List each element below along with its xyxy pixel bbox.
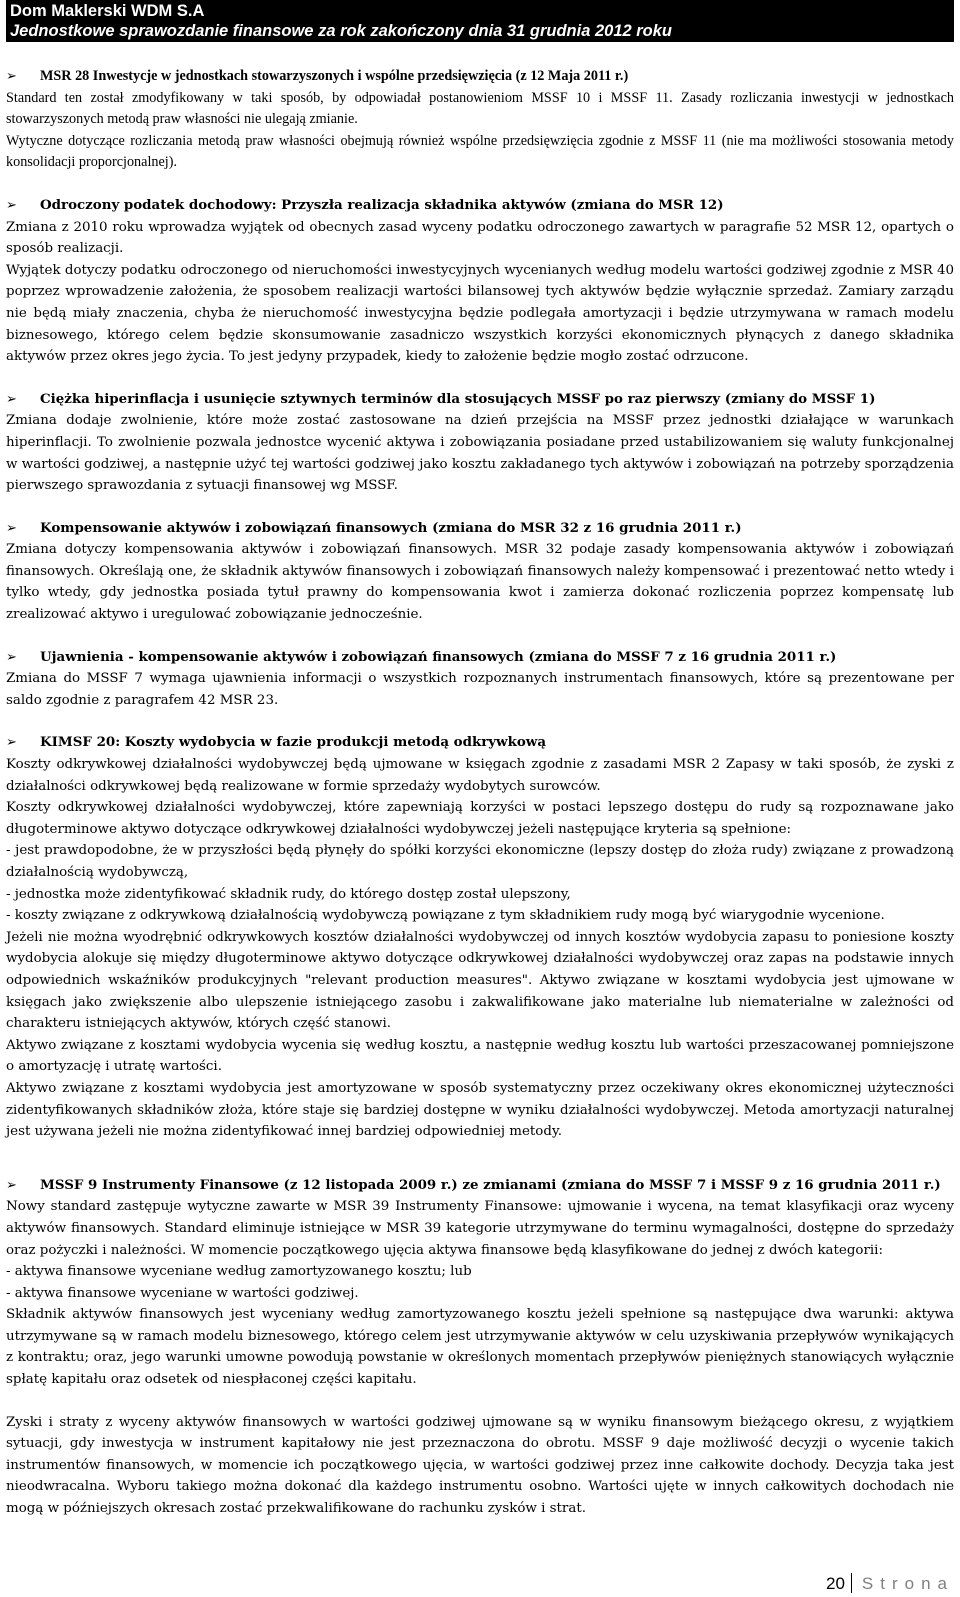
paragraph: Wyjątek dotyczy podatku odroczonego od nieruchomości inwestycyjnych wycenianych według modelu wartości godziwej zgodnie z MSR 40 poprzez wprowadzenie założenia, że sposobem realizacji wartości bilansowej tych aktywów będzie wyłącznie sprzedaż. Zamiary zarządu nie będą miały znaczenia, chyba że nieruchomość inwestycyjna będzie podlegała amortyzacji i będzie utrzymywana w ramach modelu biznesowego, którego celem będzie skonsumowanie zasadniczo wszystkich korzyści ekonomicznych płynących z danego składnika aktywów przez okres jego życia. To jest jedyny przypadek, kiedy to założenie będzie mogło zostać odrzucone. [6,262,954,365]
bullet-arrow-icon: ➢ [6,1177,17,1193]
section-offsetting [6,518,954,626]
paragraph: Zyski i straty z wyceny aktywów finansowych w wartości godziwej ujmowane są w wyniku finansowym bieżącego okresu, z wyjątkiem sytuacji, gdy inwestycja w instrument kapitałowy nie jest przeznaczona do obrotu. MSSF 9 daje możliwość decyzji o wycenie takich instrumentów finansowych, w momencie ich początkowego ujęcia, w wartości godziwej przez inne całkowite dochody. Decyzja taka jest nieodwracalna. Wyboru takiego można dokonać dla każdego instrumentu osobno. Wartości ujęte w innych całkowitych dochodach nie mogą w późniejszych okresach zostać przekwalifikowane do rachunku zysków i strat. [6,1414,954,1517]
company-name: Dom Maklerski WDM S.A [10,2,205,20]
paragraph: Składnik aktywów finansowych jest wyceniany według zamortyzowanego kosztu jeżeli spełnione są następujące dwa warunki: aktywa utrzymywane są w ramach modelu biznesowego, którego celem jest utrzymywanie aktywów w celu uzyskiwania przepływów wynikających z kontraktu; oraz, jego warunki umowne powodują powstanie w określonych momentach przepływów pieniężnych stanowiących wyłącznie spłatę kapitału oraz odsetek od niespłaconej części kapitału. [6,1307,954,1388]
page-number: 20 [825,1574,845,1593]
section-heading-text: Ciężka hiperinflacja i usunięcie sztywnych terminów dla stosujących MSSF po raz pierwszy (zmiany do MSSF 1) [40,390,876,407]
spacer [6,711,954,732]
section-msr28 [6,66,954,174]
section-heading [6,647,954,669]
bullet-arrow-icon: ➢ [6,69,17,84]
bullet-arrow-icon: ➢ [6,520,17,536]
paragraph: Standard ten został zmodyfikowany w taki sposób, by odpowiadał postanowieniom MSSF 10 i MSSF 11. Zasady rozliczania inwestycji w jednostkach stowarzyszonych metodą praw własności nie ulegają zmianie. [6,89,954,128]
spacer [6,174,954,195]
bullet-arrow-icon: ➢ [6,735,17,751]
paragraph: Koszty odkrywkowej działalności wydobywczej, które zapewniają korzyści w postaci lepszego dostępu do rudy są rozpoznawane jako długoterminowe aktywo dotyczące odkrywkowej działalności wydobywczej jeżeli następujące kryteria są spełnione: [6,800,954,837]
spacer [6,497,954,518]
paragraph: Zmiana dodaje zwolnienie, które może zostać zastosowane na dzień przejścia na MSSF przez jednostki działające w warunkach hiperinflacji. To zwolnienie pozwala jednostce wycenić aktywa i zobowiązania posiadane przed ustabilizowaniem się waluty funkcjonalnej w wartości godziwej, a następnie użyć tej wartości godziwej jako kosztu zakładanego tych aktywów i zobowiązań na potrzeby sporządzenia pierwszego sprawozdania z sytuacji finansowej wg MSSF. [6,413,954,494]
list-item: - aktywa finansowe wyceniane w wartości godziwej. [6,1285,359,1301]
list-item: - jednostka może zidentyfikować składnik rudy, do którego dostęp został ulepszony, [6,886,571,902]
report-title: Jednostkowe sprawozdanie finansowe za rok zakończony dnia 31 grudnia 2012 roku [10,22,673,40]
paragraph: Jeżeli nie można wyodrębnić odkrywkowych kosztów działalności wydobywczej od innych kosztów wydobycia zapasu to poniesione koszty wydobycia alokuje się między długoterminowe aktywo dotyczące odkrywkowej działalności wydobywczej oraz zapas na podstawie innych odpowiednich wskaźników produkcyjnych "relevant production measures". Aktywo związane w kosztami wydobycia jest ujmowane w księgach jako zwiększenie albo ulepszenie istniejącego zasobu i zakwalifikowane jako materialne lub niematerialne w zależności od charakteru istniejących aktywów, których część stanowi. [6,929,954,1032]
paragraph: Aktywo związane z kosztami wydobycia jest amortyzowane w sposób systematyczny przez oczekiwany okres ekonomicznej użyteczności zidentyfikowanych składników złoża, które staje się bardziej dostępne w wyniku działalności wydobywczej. Metoda amortyzacji naturalnej jest używana jeżeli nie można zidentyfikować innej bardziej odpowiedniej metody. [6,1080,954,1140]
list-item: - aktywa finansowe wyceniane według zamortyzowanego kosztu; lub [6,1264,472,1280]
section-heading-text: KIMSF 20: Koszty wydobycia w fazie produkcji metodą odkrywkową [40,734,546,751]
section-deferred-tax [6,195,954,368]
paragraph: Zmiana dotyczy kompensowania aktywów i zobowiązań finansowych. MSR 32 podaje zasady kompensowania aktywów i zobowiązań finansowych. Określają one, że składnik aktywów finansowych i zobowiązań finansowych należy kompensować i prezentować netto wtedy i tylko wtedy, gdy jednostka posiada tytuł prawny do kompensowania kwot i zamierza dokonać rozliczenia poprzez kompensatę lub zrealizować aktywo i uregulować zobowiązanie jednocześnie. [6,542,954,623]
spacer [6,368,954,389]
spacer [6,1143,954,1175]
section-heading [6,66,954,88]
section-heading [6,389,954,411]
spacer [6,1391,954,1412]
bullet-arrow-icon: ➢ [6,391,17,407]
section-heading-text: Kompensowanie aktywów i zobowiązań finansowych (zmiana do MSR 32 z 16 grudnia 2011 r.) [40,519,742,536]
footer-divider [851,1573,852,1593]
section-disclosures [6,647,954,712]
paragraph: Nowy standard zastępuje wytyczne zawarte w MSR 39 Instrumenty Finansowe: ujmowanie i wycena, na temat klasyfikacji oraz wyceny aktywów finansowych. Standard eliminuje istniejące w MSR 39 kategorie utrzymywane do terminu wymagalności, dostępne do sprzedaży oraz pożyczki i należności. W momencie początkowego ujęcia aktywa finansowe będą klasyfikowane do jednej z dwóch kategorii: [6,1199,954,1258]
section-mssf9 [6,1175,954,1520]
list-item: - koszty związane z odkrywkową działalnością wydobywczą powiązane z tym składnikiem rudy mogą być wiarygodnie wycenione. [6,908,885,924]
page-footer [826,1572,954,1596]
paragraph: Koszty odkrywkowej działalności wydobywczej będą ujmowane w księgach zgodnie z zasadami MSR 2 Zapasy w taki sposób, że zyski z działalności odkrywkowej będą realizowane w formie sprzedaży wydobytych surowców. [6,757,954,794]
paragraph: Aktywo związane z kosztami wydobycia wycenia się według kosztu, a następnie według kosztu lub wartości przeszacowanej pomniejszone o amortyzację i utratę wartości. [6,1037,954,1075]
document-body [6,66,954,1520]
paragraph: Wytyczne dotyczące rozliczania metodą praw własności obejmują również wspólne przedsięwzięcia zgodnie z MSSF 11 (nie ma możliwości stosowania metody konsolidacji proporcjonalnej). [6,132,954,171]
section-heading [6,1175,954,1197]
bullet-arrow-icon: ➢ [6,649,17,665]
list-item: - jest prawdopodobne, że w przyszłości będą płynęły do spółki korzyści ekonomiczne (lepszy dostęp do złoża rudy) związane z prowadzoną działalnością wydobywczą, [6,843,954,880]
section-kimsf20 [6,732,954,1142]
document-header [6,0,954,42]
bullet-arrow-icon: ➢ [6,197,17,213]
section-heading-text: MSSF 9 Instrumenty Finansowe (z 12 listopada 2009 r.) ze zmianami (zmiana do MSSF 7 i MSSF 9 z 16 grudnia 2011 r.) [40,1176,941,1193]
page-word: Strona [861,1574,954,1593]
section-heading [6,195,954,217]
paragraph: Zmiana do MSSF 7 wymaga ujawnienia informacji o wszystkich rozpoznanych instrumentach finansowych, które są prezentowane per saldo zgodnie z paragrafem 42 MSR 23. [6,671,954,708]
section-heading [6,518,954,540]
spacer [6,626,954,647]
section-heading-text: Odroczony podatek dochodowy: Przyszła realizacja składnika aktywów (zmiana do MSR 12) [40,196,724,213]
paragraph: Zmiana z 2010 roku wprowadza wyjątek od obecnych zasad wyceny podatku odroczonego zawartych w paragrafie 52 MSR 12, opartych o sposób realizacji. [6,219,954,257]
section-hyperinflation [6,389,954,497]
section-heading-text: Ujawnienia - kompensowanie aktywów i zobowiązań finansowych (zmiana do MSSF 7 z 16 grudnia 2011 r.) [40,648,837,665]
section-heading [6,732,954,754]
section-heading-text: MSR 28 Inwestycje w jednostkach stowarzyszonych i wspólne przedsięwzięcia (z 12 Maja 2011 r.) [40,68,629,84]
